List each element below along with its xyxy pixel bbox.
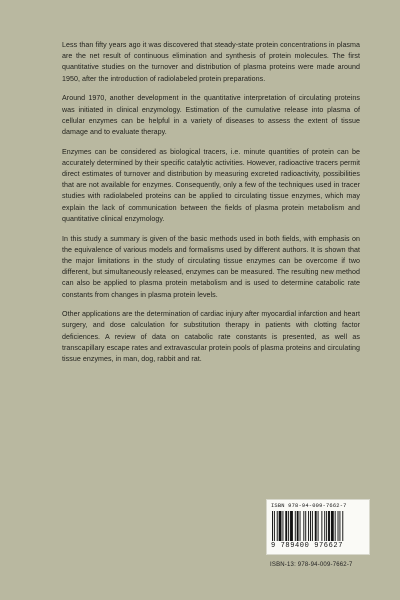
paragraph-applications: Other applications are the determination of cardiac injury after myocardial infarction and heart surgery, and dose calculation for substitution therapy in patients with clotting factor deficiences. A review of data on catabolic rate constants is presented, as well as transcapillary escape rates and extravascular protein pools of plasma proteins and circulating tissue enzymes, in man, dog, rabbit and rat. bbox=[62, 310, 360, 364]
paragraph-tracers: Enzymes can be considered as biological tracers, i.e. minute quantities of protein can be accurately determined by their specific catalytic activities. However, radioactive tracers permit direct estimates of turnover and distribution by measuring excreted radioactivity, possibilities that are not available for enzymes. Consequently, only a few of the techniques used in tracer studies with radiolabeled proteins can be applied to circulating tissue enzymes, which may explain the lack of communication between the fields of plasma protein metabolism and quantitative clinical enzymology. bbox=[62, 147, 360, 223]
barcode-bar bbox=[315, 511, 317, 541]
barcode-bar bbox=[297, 511, 299, 541]
barcode-bar bbox=[295, 511, 296, 541]
blurb-text bbox=[62, 40, 360, 374]
barcode-bar bbox=[312, 511, 313, 541]
barcode-bar bbox=[279, 511, 282, 541]
barcode-bar bbox=[326, 511, 327, 541]
barcode-bar bbox=[328, 511, 330, 541]
barcode-bar bbox=[277, 511, 278, 541]
paragraph-study-summary: In this study a summary is given of the basic methods used in both fields, with emphasis on the equivalence of various models and formalisms used by different authors. It is shown that the major limitations in the study of circulating tissue enzymes can be overcome if two different, but simultaneously released, enzymes can be measured. The resulting new method can also be applied to plasma protein metabolism and is used to determine catabolic rate constants from changes in plasma protein levels. bbox=[62, 234, 360, 299]
barcode-bar bbox=[310, 511, 311, 541]
barcode-bar bbox=[321, 511, 322, 541]
barcode-bar bbox=[305, 511, 306, 541]
barcode-bar bbox=[303, 511, 304, 541]
barcode-digits: 9 789400 976627 bbox=[271, 542, 344, 550]
barcode-bar bbox=[338, 511, 339, 541]
barcode-bar bbox=[272, 511, 273, 541]
barcode-bar bbox=[324, 511, 325, 541]
barcode-bar bbox=[339, 511, 340, 541]
barcode-bar bbox=[308, 511, 309, 541]
barcode-bar bbox=[300, 511, 301, 541]
barcode-bar bbox=[342, 511, 343, 541]
paragraph-history: Less than fifty years ago it was discovered that steady-state protein concentrations in plasma are the net result of continuous elimination and synthesis of protein molecules. The first quantitative studies on the turnover and distribution of plasma proteins were made around 1950, after the introduction of radiolabeled protein preparations. bbox=[62, 41, 360, 83]
barcode-bar bbox=[331, 511, 334, 541]
barcode-bar bbox=[318, 511, 319, 541]
barcode-bar bbox=[282, 511, 283, 541]
isbn13-text: ISBN-13: 978-94-009-7662-7 bbox=[270, 562, 353, 568]
barcode-bars bbox=[271, 511, 365, 541]
barcode-bar bbox=[288, 511, 289, 541]
barcode-bar bbox=[285, 511, 287, 541]
barcode-bar bbox=[335, 511, 336, 541]
barcode-bar bbox=[274, 511, 275, 541]
barcode-bar bbox=[290, 511, 293, 541]
paragraph-clinical-enzymology: Around 1970, another development in the quantitative interpretation of circulating proteins was initiated in clinical enzymology. Estimation of the cumulative release into plasma of cellular enzymes can be helpful in a variety of diseases to assess the extent of tissue damage and to evaluate therapy. bbox=[62, 94, 360, 136]
barcode-label bbox=[266, 499, 370, 555]
isbn-label: ISBN 978-94-009-7662-7 bbox=[271, 503, 347, 509]
